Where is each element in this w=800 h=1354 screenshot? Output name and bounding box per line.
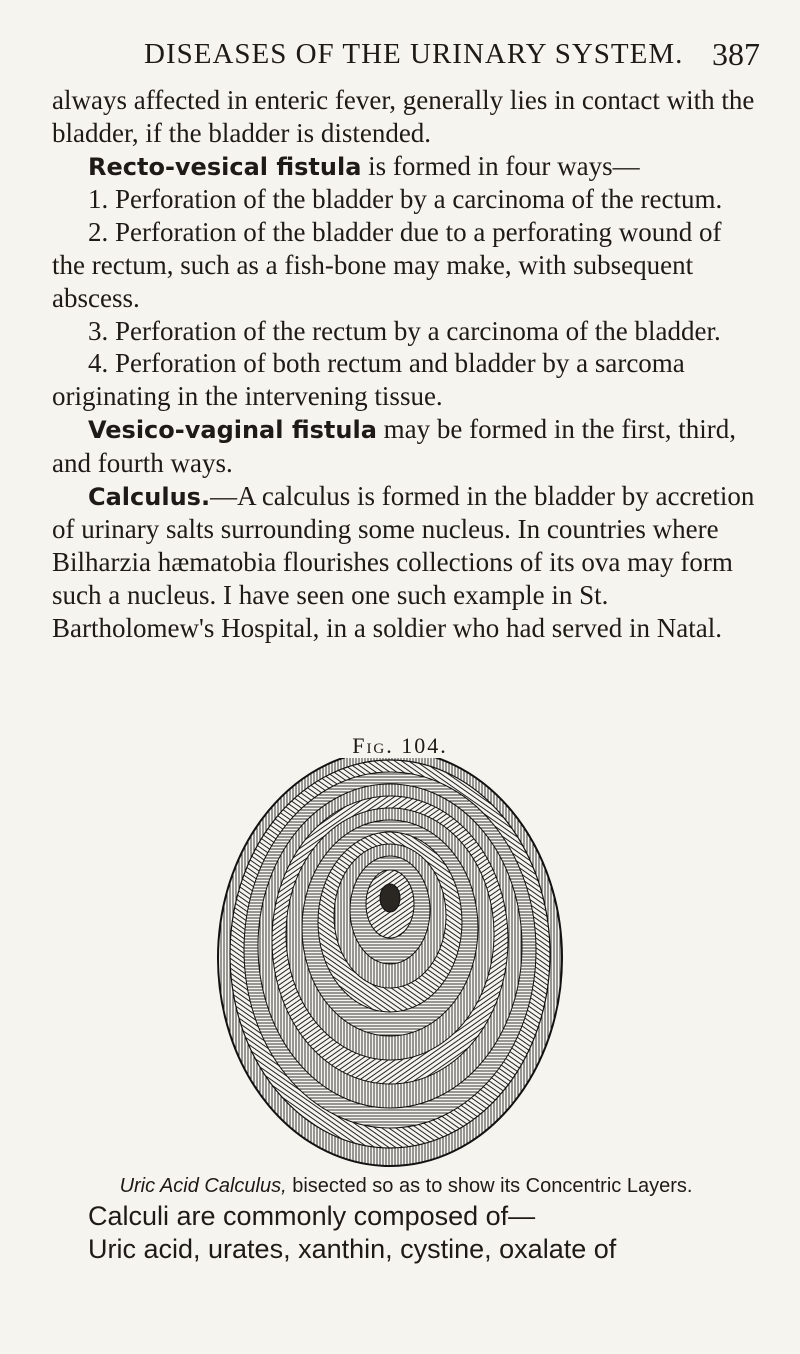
list-item-way-1: 1. Perforation of the bladder by a carcinoma of the rectum. bbox=[88, 184, 723, 215]
running-title: DISEASES OF THE URINARY SYSTEM. bbox=[144, 38, 684, 70]
calculus-illustration bbox=[190, 758, 590, 1174]
paragraph-vesico-vaginal bbox=[52, 413, 760, 480]
body-text-continued bbox=[52, 1200, 760, 1266]
figure-caption-title: Uric Acid Calculus, bbox=[119, 1175, 287, 1197]
recto-vesical-heading: Recto-vesical fistula bbox=[88, 152, 362, 181]
recto-vesical-text: is formed in four ways— bbox=[361, 150, 640, 181]
figure-caption bbox=[52, 1175, 760, 1198]
paragraph-composition: Calculi are commonly composed of— bbox=[88, 1201, 536, 1231]
figure-caption-text: bisected so as to show its Concentric Layers. bbox=[286, 1175, 693, 1197]
vesico-vaginal-text: may be formed in the first, third, and fourth ways. bbox=[52, 413, 737, 478]
vesico-vaginal-heading: Vesico-vaginal fistula bbox=[88, 415, 377, 444]
paragraph-continuation: always affected in enteric fever, generally lies in contact with the bladder, if the bladder is distended. bbox=[52, 85, 755, 148]
paragraph-recto-vesical bbox=[52, 150, 760, 184]
calculus-layers bbox=[218, 758, 562, 1166]
paragraph-calculus bbox=[52, 480, 760, 645]
calculus-heading: Calculus. bbox=[88, 482, 211, 511]
list-item-way-3: 3. Perforation of the rectum by a carcinoma of the bladder. bbox=[88, 315, 721, 346]
calculus-text: —A calculus is formed in the bladder by accretion of urinary salts surrounding some nucleus. In countries where Bilharzia hæmatobia flourishes collections of its ova may form such a nucleus. I have seen one such example in St. Bartholomew's Hospital, in a soldier who had served in Natal. bbox=[52, 480, 755, 643]
page-number: 387 bbox=[712, 36, 760, 72]
list-item-way-4: 4. Perforation of both rectum and bladder by a sarcoma originating in the intervening tissue. bbox=[52, 348, 685, 412]
figure-label: Fig. 104. bbox=[352, 733, 448, 758]
body-text bbox=[52, 84, 760, 645]
running-head bbox=[52, 34, 760, 82]
list-item-way-2: 2. Perforation of the bladder due to a perforating wound of the rectum, such as a fish-bone may make, with subsequent abscess. bbox=[52, 217, 722, 313]
paragraph-composition-list: Uric acid, urates, xanthin, cystine, oxalate of bbox=[88, 1234, 617, 1264]
